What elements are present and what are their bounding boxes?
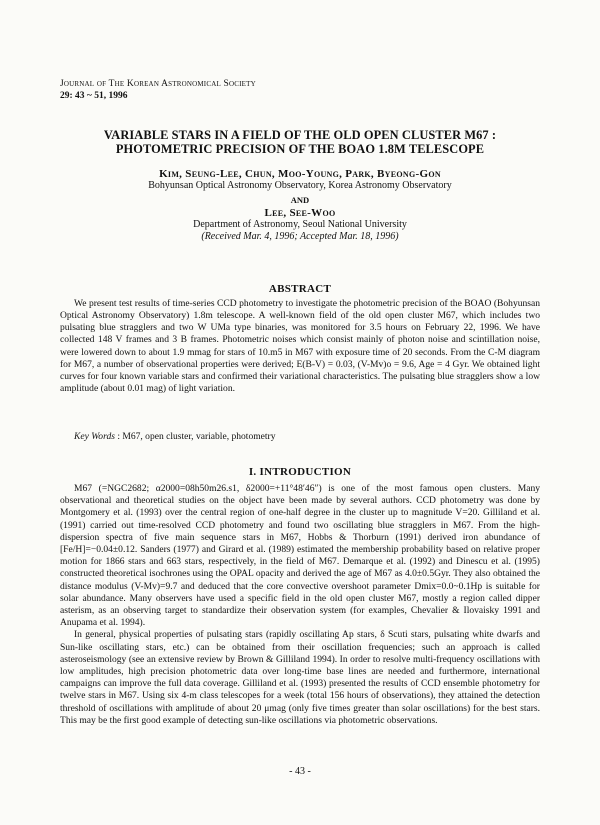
author-block	[0, 168, 600, 243]
intro-paragraph-1: M67 (=NGC2682; α2000=08h50m26.s1, δ2000=+11°48′46″) is one of the most famous open clusters. Many observational and theoretical studies on the object have been made by several authors. CCD photometry was done by Montgomery et al. (1993) over the central region of one-half degree in the cluster up to magnitude V=20. Gilliland et al. (1991) carried out time-resolved CCD photometry and found two oscillating blue stragglers in M67. From the high-dispersion spectra of five main sequence stars in M67, Hobbs & Thorburn (1991) derived iron abundance of [Fe/H]=−0.04±0.12. Sanders (1977) and Girard et al. (1989) estimated the membership probability based on relative proper motion for 1866 stars and 663 stars, respectively, in the field of M67. Demarque et al. (1992) and Dinescu et al. (1995) constructed theoretical isochrones using the OPAL opacity and derived the age of M67 as 4.0±0.5Gyr. They also obtained the distance modulus (V-Mv)=9.7 and deduced that the core convective overshoot parameter Dmix=0.0~0.1Hp is suitable for solar abundance. Many observers have used a specific field in the old open cluster M67, mostly a region called dipper asterism, as an observing target to standardize their observation system (for examples, Chevalier & Ilovaisky 1991 and Anupama et al. 1994).	[60, 483, 540, 629]
title-line-2: PHOTOMETRIC PRECISION OF THE BOAO 1.8M TELESCOPE	[115, 142, 485, 156]
journal-header	[60, 78, 256, 102]
abstract-text: We present test results of time-series CCD photometry to investigate the photometric precision of the BOAO (Bohyunsan Optical Astronomy Observatory) 1.8m telescope. A well-known field of the old open cluster M67, which includes two pulsating blue stragglers and two W UMa type binaries, was monitored for 3.5 hours on February 22, 1996. We have collected 148 V frames and 3 B frames. Photometric noises which consist mainly of photon noise and scintillation noise, were lowered down to about 1.9 mmag for stars of 10.m5 in M67 with exposure time of 20 seconds. From the C-M diagram for M67, a number of observational properties were derived; E(B-V) = 0.03, (V-Mv)o = 9.6, Age = 4 Gyr. We obtained light curves for four known variable stars and confirmed their variational characteristics. The pulsating blue stragglers show a low amplitude (about 0.01 mag) of light variation.	[60, 298, 540, 395]
author-group-1: Kim, Seung-Lee, Chun, Moo-Young, Park, Byeong-Gon	[159, 168, 441, 180]
page-number: - 43 -	[289, 766, 311, 777]
affiliation-1: Bohyunsan Optical Astronomy Observatory, Korea Astronomy Observatory	[148, 180, 452, 191]
received-accepted-dates: (Received Mar. 4, 1996; Accepted Mar. 18, 1996)	[201, 231, 399, 242]
author-group-2: Lee, See-Woo	[264, 207, 336, 219]
affiliation-2: Department of Astronomy, Seoul National University	[193, 219, 407, 230]
abstract-heading: ABSTRACT	[268, 283, 332, 295]
introduction-heading: I. INTRODUCTION	[248, 466, 352, 478]
journal-name: Journal of The Korean Astronomical Society	[60, 79, 256, 89]
introduction-body	[60, 483, 540, 727]
title-line-1: VARIABLE STARS IN A FIELD OF THE OLD OPEN CLUSTER M67 :	[103, 128, 497, 142]
journal-citation: 29: 43 ~ 51, 1996	[60, 91, 128, 101]
keywords-label: Key Words	[74, 431, 115, 442]
keywords-text: : M67, open cluster, variable, photometry	[117, 431, 276, 442]
paper-title	[0, 128, 600, 156]
keywords	[74, 431, 276, 442]
intro-paragraph-2: In general, physical properties of pulsating stars (rapidly oscillating Ap stars, δ Scuti stars, pulsating white dwarfs and Sun-like oscillating stars, etc.) can be obtained from their oscillation frequencies; such an approach is called asteroseismology (see an extensive review by Brown & Gilliland 1994). In order to resolve multi-frequency oscillations with low amplitudes, high precision photometric data over long-time base lines are needed and furthermore, international campaigns can improve the full data coverage. Gilliland et al. (1993) presented the results of CCD ensemble photometry for twelve stars in M67. Using six 4-m class telescopes for a week (total 156 hours of observations), they attained the detection threshold of oscillations with amplitude of about 20 μmag (only five times greater than solar oscillations) for the best stars. This may be the first good example of detecting sun-like oscillations via photometric observations.	[60, 629, 540, 726]
author-separator: AND	[290, 195, 310, 205]
